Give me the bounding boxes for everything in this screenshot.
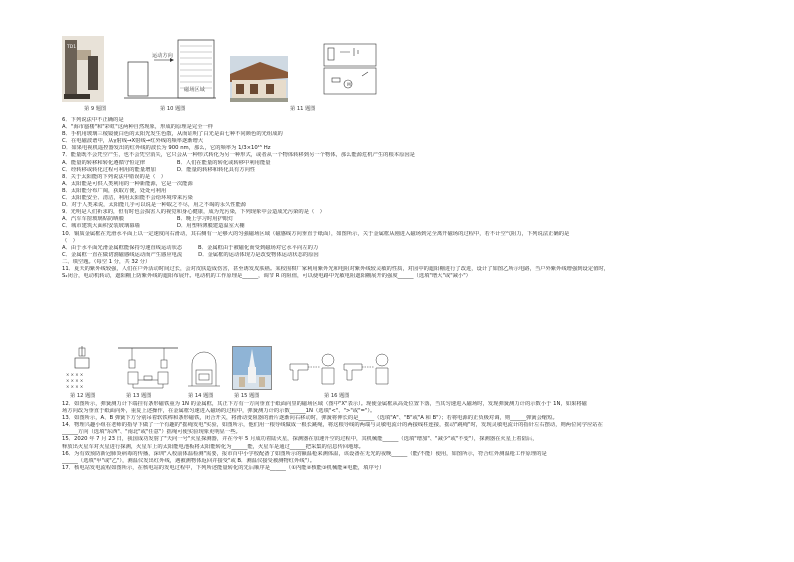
text-line: A．由于水平面光滑金属框能保持匀速直线运动状态 B．金属框由于被磁化而受到磁场对它水平向左的力: [62, 244, 319, 251]
figure-13: [118, 346, 178, 390]
text-line: A．"海市蜃楼"和"彩虹"这两种自然现象，形成的原理是完全一样: [62, 124, 214, 131]
text-line: ______（选填"甲"或"乙"），测温仪发出红外线，遇被测物体返回并接受"或 B．测温仪接受被测物红外线"）。: [62, 457, 315, 464]
figure-10-arrow-label: 运动方向: [152, 53, 173, 59]
figure-11-caption: 第 11 题图: [290, 106, 316, 112]
figure-13-caption: 第 13 题图: [126, 393, 152, 399]
text-line: C．太阳能安全、清洁，利用太阳能不会给环境带来污染: [62, 195, 193, 202]
figure-10: [124, 36, 216, 102]
text-line: B．太阳能分布广阔，获取方便，处处可利用: [62, 187, 167, 194]
text-line: 12．如图所示，弹簧测力计下端挂有条形磁铁重为 1N 的金属框，其正下方有一方向垂直于纸面向里的磁场区域（图中"X"表示）。现使金属框从高处位置下落，当其匀速进入磁场时，发现弹簧测力计的示数小于 1N，如果将磁: [62, 401, 587, 407]
text-line: A．汽车车窗玻璃贴防晒膜 B．晚上学习时用护眼灯: [62, 216, 234, 223]
svg-text:M: M: [347, 82, 351, 87]
text-line: C．金属框一直在做切割磁感线运动而产生感应电流 D．金属框的运动体现力是改变物体运动状态的原因: [62, 251, 319, 258]
text-line: 16．为有效预防新冠肺炎病毒的传播，深圳"入校前体温检测"需要，报市百中小学校配备了如图所示的额温枪来测体温，该设备在无光的夜晚______（能/不能）使用，如图所示，符合红外测温枪工作原理的是: [62, 450, 547, 457]
svg-text:× × × ×: × × × ×: [66, 372, 84, 377]
text-line: 7．能量既不会凭空产生，也不会凭空消失，它只会从一种形式转化为另一种形式，或者从一个物体转移到另一个物体，那么能源危机产生的根本原因是: [62, 152, 415, 159]
figure-16-caption: 第 16 题图: [324, 393, 350, 399]
text-line: 14．物理兴趣小组在老师的指导下做了一个有趣的"摇绳发电"实验，如图所示，他们用一根导线做成一根长跳绳，将这根导线的两端与灵敏电流计的两接线柱连接，摇动"跳绳"时，发现灵敏电流计的指针左右摆动，则两位同学应站在: [62, 422, 603, 429]
figure-15: [232, 346, 272, 390]
text-line: 6．下列说法中不正确的是: [62, 117, 124, 123]
svg-text:TD1: TD1: [67, 45, 77, 50]
text-line: S₂闭合，电动机转动，遮阳棚上防紫外线的遮阳布展开。电动机的工作原理是______，调节 R 的阻值，可以使电路中光敏电阻遮阳棚展开的强度______（选填"增大"或"减小"）: [62, 273, 471, 280]
text-line: D．对于人类来说，太阳能几乎可以说是一种取之不尽，用之不竭的永久性能源: [62, 202, 247, 209]
figure-11-circuit: [318, 38, 382, 100]
text-line: D．如果电视机遥控器发出的红外线的波长为 900 nm，那么，它的频率为 1/3×10¹⁵ Hz: [62, 145, 271, 152]
text-line: 13．如图所示，A、B 弹簧下方分别吊着软铁棒和条形磁铁，闭合开关，将滑动变阻器的滑片逐渐向右移动时，弹簧将伸长的是______（选填"A"、"B"或"A 和 B"）；若将电源的正负极对调，则______弹簧会缩短。: [62, 415, 558, 422]
text-line: 8．关于太阳能的下列说法中错误的是（ ）: [62, 173, 167, 180]
text-line: 15．2020 年 7 月 23 日，我国成功发射了"天问一号"火星探测器，并在今年 5 月成功着陆火星，探测器在加速升空的过程中，其机械能______（选填"增加"、"减少"或"不变"），探测器在火星上着陆后，: [62, 436, 538, 443]
text-line: （ ）: [62, 237, 78, 244]
figure-9-photo: [62, 36, 104, 102]
figure-14-caption: 第 14 题图: [188, 393, 214, 399]
figure-12: [62, 346, 102, 390]
figure-10-region-label: 磁场区域: [184, 87, 205, 93]
figure-9: [62, 36, 104, 102]
svg-text:× × × ×: × × × ×: [66, 378, 84, 383]
text-line: 10．铜质金属框在光滑水平面上以一定速度向右滑动，其右侧有一足够大的匀强磁场区域（磁感线方向垂直于纸面），如图所示，关于金属框从刚进入磁场到完全离开磁场的过程中，若不计空气阻力，下列说法正确的是: [62, 230, 570, 237]
text-line: C．在电磁波谱中，从γ射线→X射线→红外线的频率逐渐增大: [62, 138, 204, 145]
text-line: 11．夏天的紫外线较强，人们在户外活动时间过长，会对皮肤造成伤害，甚至诱发皮肤癌。某校围棋厂家利用紫外光和电阻对紫外线较灵敏的性质，对园中的遮阳棚进行了改进，设计了如图乙所示电路，当户外紫外线增强到设定值时，: [62, 265, 610, 272]
text-line: A．太阳能是可供人类利用的一种新能源，它是一次能源: [62, 180, 193, 187]
figure-row-top: [62, 36, 752, 114]
figure-11-photo: [230, 56, 288, 102]
text-line: ______方向（选填"东西"、"南北"或"任意"）摇绳可使实验现象更明显一些。: [62, 429, 241, 436]
figure-12-caption: 第 12 题图: [70, 393, 96, 399]
text-line: 释放出火星车对火星进行探测，火星车上的太阳能电池板将太阳能转化为______能，火星车是通过______把采集的信息传回地球。: [62, 443, 364, 450]
figure-10-caption: 第 10 题图: [160, 106, 186, 112]
svg-text:× × × ×: × × × ×: [66, 384, 84, 389]
text-line: 17．核电站发电流程如图所示，在核电站的发电过程中，下列所述能量转化的先后顺序是______（①内能②核能③机械能④电能，填序号）: [62, 464, 385, 471]
text-line: 9．光明是人们祈求的，但有时也会损害人的视觉和身心健康，成为光污染，下列现象中会造成光污染的是（ ）: [62, 209, 325, 216]
text-line: 场方向改为垂直于纸面向外，重复上述操作，在金属框匀速进入磁场的过程中，弹簧测力计的示数______1N（选填"<"、">"或"="）。: [62, 408, 376, 415]
figure-row-bottom: [62, 346, 752, 400]
section-heading: 二、填空题。（每空 1 分，共 32 分）: [62, 258, 151, 265]
figure-16: [286, 346, 394, 390]
text-line: C．经转移或转化过程可利用的能量增加 D．能量的转移和转化具有方向性: [62, 166, 256, 173]
text-line: B．手机用玻璃三棱镜使白色的太阳光发生色散，从而证明了白光是由七种不同颜色的光组成的: [62, 131, 283, 138]
text-line: A．能量的转移和转化遵循守恒定律 B．人们在能量的转化或转移中利用能量: [62, 159, 271, 166]
figure-15-caption: 第 15 题图: [234, 393, 260, 399]
questions-block-bottom: [62, 401, 752, 472]
figure-14: [184, 346, 224, 390]
figure-9-caption: 第 9 题图: [84, 106, 107, 112]
questions-block-top: [62, 117, 752, 280]
text-line: C．城市建筑大面积安装玻璃幕墙 D．用塑料薄膜建造温室大棚: [62, 223, 245, 230]
